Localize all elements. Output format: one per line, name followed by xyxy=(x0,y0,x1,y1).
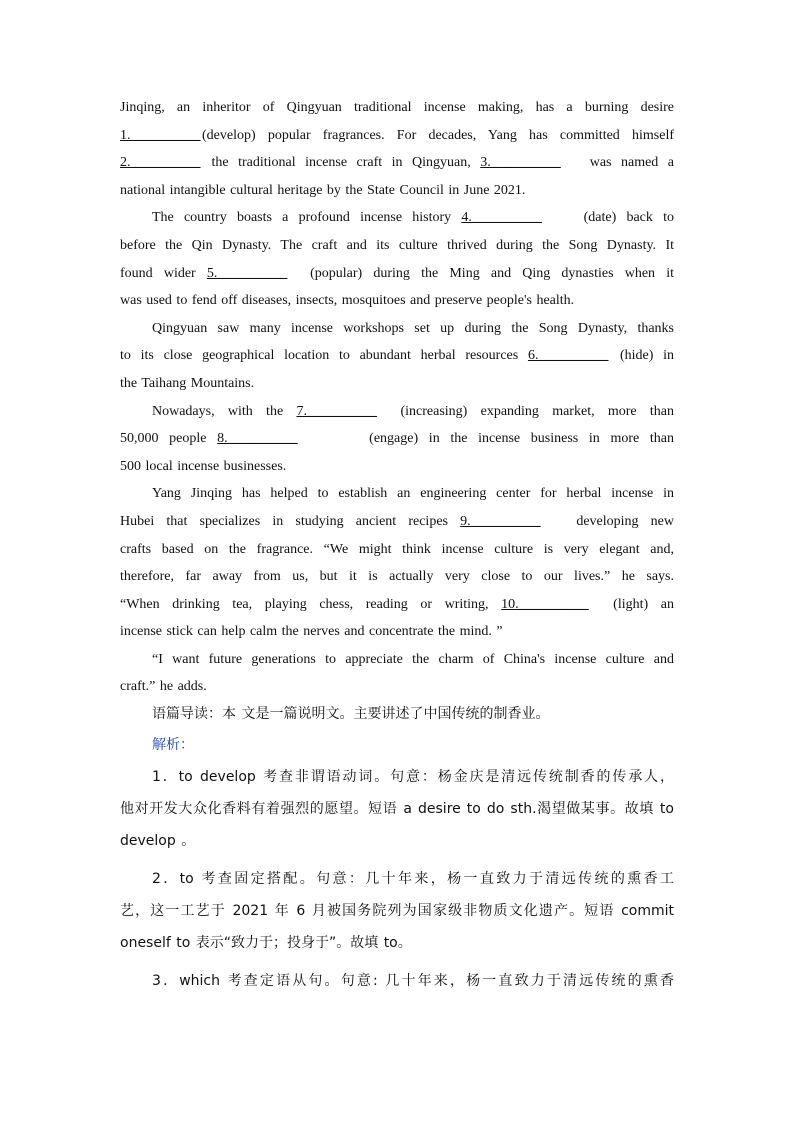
passage-line: Jinqing, an inheritor of Qingyuan traditional incense making, has a burning desire xyxy=(120,100,674,115)
blank-8: 8.__________ xyxy=(217,431,298,447)
document-body xyxy=(120,94,674,997)
analysis-label: 解析： xyxy=(152,736,194,753)
passage-text: the traditional incense craft in Qingyuan, xyxy=(202,155,471,171)
blank-1: 1.__________ xyxy=(120,127,201,143)
passage-line: crafts based on the fragrance. “We might think incense culture is very elegant and, xyxy=(120,541,674,557)
blank-10: 10.__________ xyxy=(501,596,589,612)
blank-9: 9.__________ xyxy=(460,513,541,529)
passage-line xyxy=(120,425,674,453)
answer-1-line: develop 。 xyxy=(120,832,196,849)
passage-line: craft.” he adds. xyxy=(120,679,207,695)
passage-text: (date) back to xyxy=(573,210,674,226)
passage-guide: 语篇导读：本 文是一篇说明文。主要讲述了中国传统的制香业。 xyxy=(152,706,550,723)
passage-line: national intangible cultural heritage by the State Council in June 2021. xyxy=(120,182,526,198)
blank-4: 4.__________ xyxy=(461,210,542,226)
passage-text: (hide) in xyxy=(619,348,674,364)
passage-line xyxy=(120,508,674,536)
passage-text: Hubei that specializes in studying ancient recipes xyxy=(120,513,448,529)
answer-2-line: 艺，这一工艺于 2021 年 6 月被国务院列为国家级非物质文化遗产。短语 commit xyxy=(120,902,674,919)
passage-line: 500 local incense businesses. xyxy=(120,458,287,474)
passage-line: Qingyuan saw many incense workshops set up during the Song Dynasty, thanks xyxy=(152,320,674,336)
blank-7: 7.__________ xyxy=(296,403,377,419)
blank-5: 5.__________ xyxy=(206,265,288,281)
passage-text: (engage) in the incense business in more than xyxy=(369,431,674,447)
passage-line: “I want future generations to appreciate the charm of China's incense culture and xyxy=(152,651,674,667)
passage-line: was used to fend off diseases, insects, mosquitoes and preserve people's health. xyxy=(120,293,575,309)
passage-line xyxy=(120,204,674,232)
passage-text: was named a xyxy=(580,155,674,171)
passage-text: (develop) popular fragrances. For decades, Yang has committed himself xyxy=(202,127,674,143)
passage-line xyxy=(120,149,674,177)
answer-3-line: 3．which 考查定语从句。句意: 几十年来，杨一直致力于清远传统的熏香 xyxy=(152,972,674,989)
passage-line: the Taihang Mountains. xyxy=(120,375,255,391)
passage-text: found wider xyxy=(120,265,196,281)
passage-line: before the Qin Dynasty. The craft and its culture thrived during the Song Dynasty. It xyxy=(120,237,674,253)
passage-line xyxy=(120,591,674,619)
passage-line: therefore, far away from us, but it is actually very close to our lives.” he says. xyxy=(120,569,674,585)
passage-line: incense stick can help calm the nerves and concentrate the mind. ” xyxy=(120,624,503,640)
blank-3: 3.__________ xyxy=(480,155,561,171)
answer-1-line: 1．to develop 考查非谓语动词。句意：杨金庆是清远传统制香的传承人， xyxy=(152,768,674,785)
passage-line xyxy=(120,122,674,150)
answer-1-line: 他对开发大众化香料有着强烈的愿望。短语 a desire to do sth.渴望做某事。故填 to xyxy=(120,800,674,817)
passage-text: Nowadays, with the xyxy=(152,403,284,419)
passage-text: (increasing) expanding market, more than xyxy=(400,403,675,419)
passage-text: (light) an xyxy=(613,596,674,612)
passage-text: “When drinking tea, playing chess, reading or writing, xyxy=(120,596,489,612)
blank-2: 2.__________ xyxy=(120,155,201,171)
passage-line: Yang Jinqing has helped to establish an engineering center for herbal incense in xyxy=(152,486,674,502)
answer-2-line: oneself to 表示“致力于；投身于”。故填 to。 xyxy=(120,934,412,951)
analysis-section xyxy=(120,729,674,997)
passage-line xyxy=(120,260,674,288)
passage-text: developing new xyxy=(564,513,675,529)
passage-text: The country boasts a profound incense history xyxy=(152,210,452,226)
passage-line xyxy=(120,342,674,370)
passage-text: 50,000 people xyxy=(120,431,207,447)
passage-text: (popular) during the Ming and Qing dynasties when it xyxy=(298,265,674,281)
blank-6: 6.__________ xyxy=(527,348,609,364)
answer-2-line: 2．to 考查固定搭配。句意：几十年来，杨一直致力于清远传统的熏香工 xyxy=(152,870,674,887)
passage-line xyxy=(120,398,674,426)
passage-text: to its close geographical location to abundant herbal resources xyxy=(120,348,519,364)
